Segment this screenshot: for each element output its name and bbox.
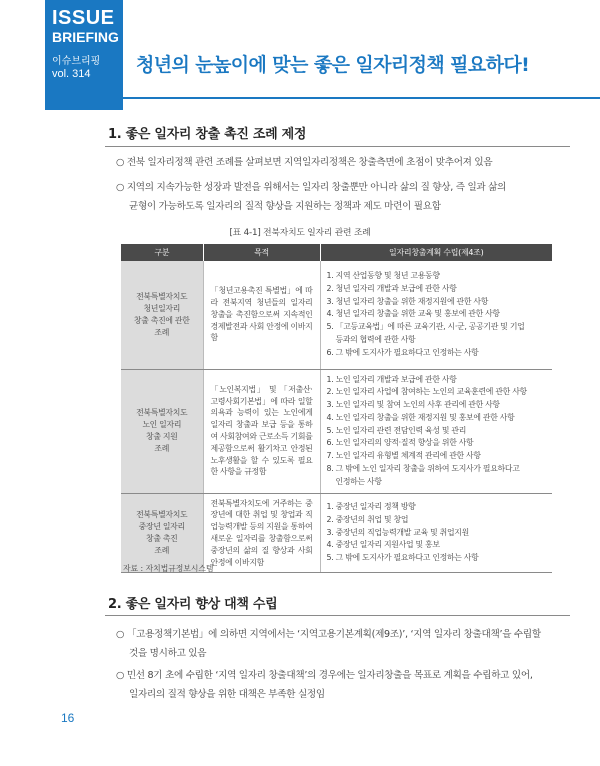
table-row: [121, 261, 552, 369]
row-purpose: 전북특별자치도에 거주하는 중장년에 대한 취업 및 창업과 직업능력개발 등의 지원을 통하여 새로운 일자리를 창출함으로써 중장년의 삶의 질 향상과 사회 안정에 이바지함: [203, 493, 320, 573]
row-plan-items: 1. 중장년 일자리 정책 방향 2. 중장년의 취업 및 창업 3. 중장년의 직업능력개발 교육 및 취업지원 4. 중장년 일자리 지원사업 및 홍보 5. 그 밖에 도지사가 필요하다고 인정하는 사항: [320, 493, 552, 573]
badge-volume: vol. 314: [52, 68, 91, 80]
row-category: 전북특별자치도 노인 일자리 창출 지원 조례: [121, 369, 203, 493]
row-category: 전북특별자치도 청년일자리 창출 촉진에 관한 조례: [121, 261, 203, 369]
section-2-paragraph-1: ○ 「고용정책기본법」에 의하면 지역에서는 ‘지역고용기본계획(제9조)’, ‘지역 일자리 창출대책’을 수립할 것을 명시하고 있음: [116, 629, 541, 659]
header-divider: [123, 97, 600, 99]
header-purpose: 목적: [203, 244, 320, 261]
table-source: 자료 : 자치법규정보시스템: [123, 564, 214, 573]
page-title: 청년의 눈높이에 맞는 좋은 일자리정책 필요하다!: [136, 54, 530, 76]
ordinance-table: [121, 244, 552, 573]
table-row: [121, 369, 552, 493]
row-plan-items: 1. 노인 일자리 개발과 보급에 관한 사항 2. 노인 일자리 사업에 참여하는 노인의 교육훈련에 관한 사항 3. 노인 일자리 및 참여 노인의 사후 관리에 관한 사항 4. 노인 일자리 창출을 위한 재정지원 및 홍보에 관한 사항 5. 노인 일자리 관련 전담인력 육성 및 관리 6. 노인 일자리의 양적·질적 향상을 위한 사항 7. 노인 일자리 유형별 체계적 관리에 관한 사항 8. 그 밖에 노인 일자리 창출을 위하여 도지사가 필요하다고 인정하는 사항: [320, 369, 552, 493]
issue-briefing-badge: [45, 0, 123, 110]
row-purpose: 「노인복지법」 및 「저출산·고령사회기본법」에 따라 일할 의욕과 능력이 있는 노인에게 일자리 창출과 보급 등을 통하여 사회참여와 근로소득 기회를 제공함으로써 활기차고 안정된 노후생활을 할 수 있도록 필요한 사항을 규정함: [203, 369, 320, 493]
section-2-rule: [105, 615, 570, 616]
table-caption: [표 4-1] 전북자치도 일자리 관련 조례: [229, 228, 371, 238]
row-purpose: 「청년고용촉진 특별법」에 따라 전북지역 청년들의 일자리 창출을 촉진함으로써 지속적인 경제발전과 사회 안정에 이바지함: [203, 261, 320, 369]
badge-issue: ISSUE: [52, 7, 115, 29]
header-category: 구분: [121, 244, 203, 261]
table-row: [121, 493, 552, 573]
section-1-paragraph-2: ○ 지역의 지속가능한 성장과 발전을 위해서는 일자리 창출뿐만 아니라 삶의 질 향상, 즉 일과 삶의 균형이 가능하도록 일자리의 질적 향상을 지원하는 정책과 제도 마련이 필요함: [116, 182, 507, 212]
section-1-rule: [105, 146, 570, 147]
section-1-heading: 1. 좋은 일자리 창출 촉진 조례 제정: [108, 127, 307, 142]
section-2-heading: 2. 좋은 일자리 향상 대책 수립: [108, 597, 278, 612]
header-plan: 일자리창출계획 수립(제4조): [320, 244, 552, 261]
badge-briefing: BRIEFING: [52, 29, 119, 45]
section-1-paragraph-1: ○ 전북 일자리정책 관련 조례를 살펴보면 지역일자리정책은 창출측면에 초점이 맞추어져 있음: [116, 157, 493, 168]
row-category: 전북특별자치도 중장년 일자리 창출 촉진 조례: [121, 493, 203, 573]
page-number: 16: [61, 711, 75, 725]
table-header-row: [121, 244, 552, 261]
badge-korean-label: 이슈브리핑: [52, 56, 101, 67]
row-plan-items: 1. 지역 산업동향 및 청년 고용동향 2. 청년 일자리 개발과 보급에 관한 사항 3. 청년 일자리 창출을 위한 재정지원에 관한 사항 4. 청년 일자리 창출을 위한 교육 및 홍보에 관한 사항 5. 「고등교육법」에 따른 교육기관, 시·군, 공공기관 및 기업 등과의 협력에 관한 사항 6. 그 밖에 도지사가 필요하다고 인정하는 사항: [320, 261, 552, 369]
section-2-paragraph-2: ○ 민선 8기 초에 수립한 ‘지역 일자리 창출대책’의 경우에는 일자리창출을 목표로 계획을 수립하고 있어, 일자리의 질적 향상을 위한 대책은 부족한 실정임: [116, 670, 533, 700]
